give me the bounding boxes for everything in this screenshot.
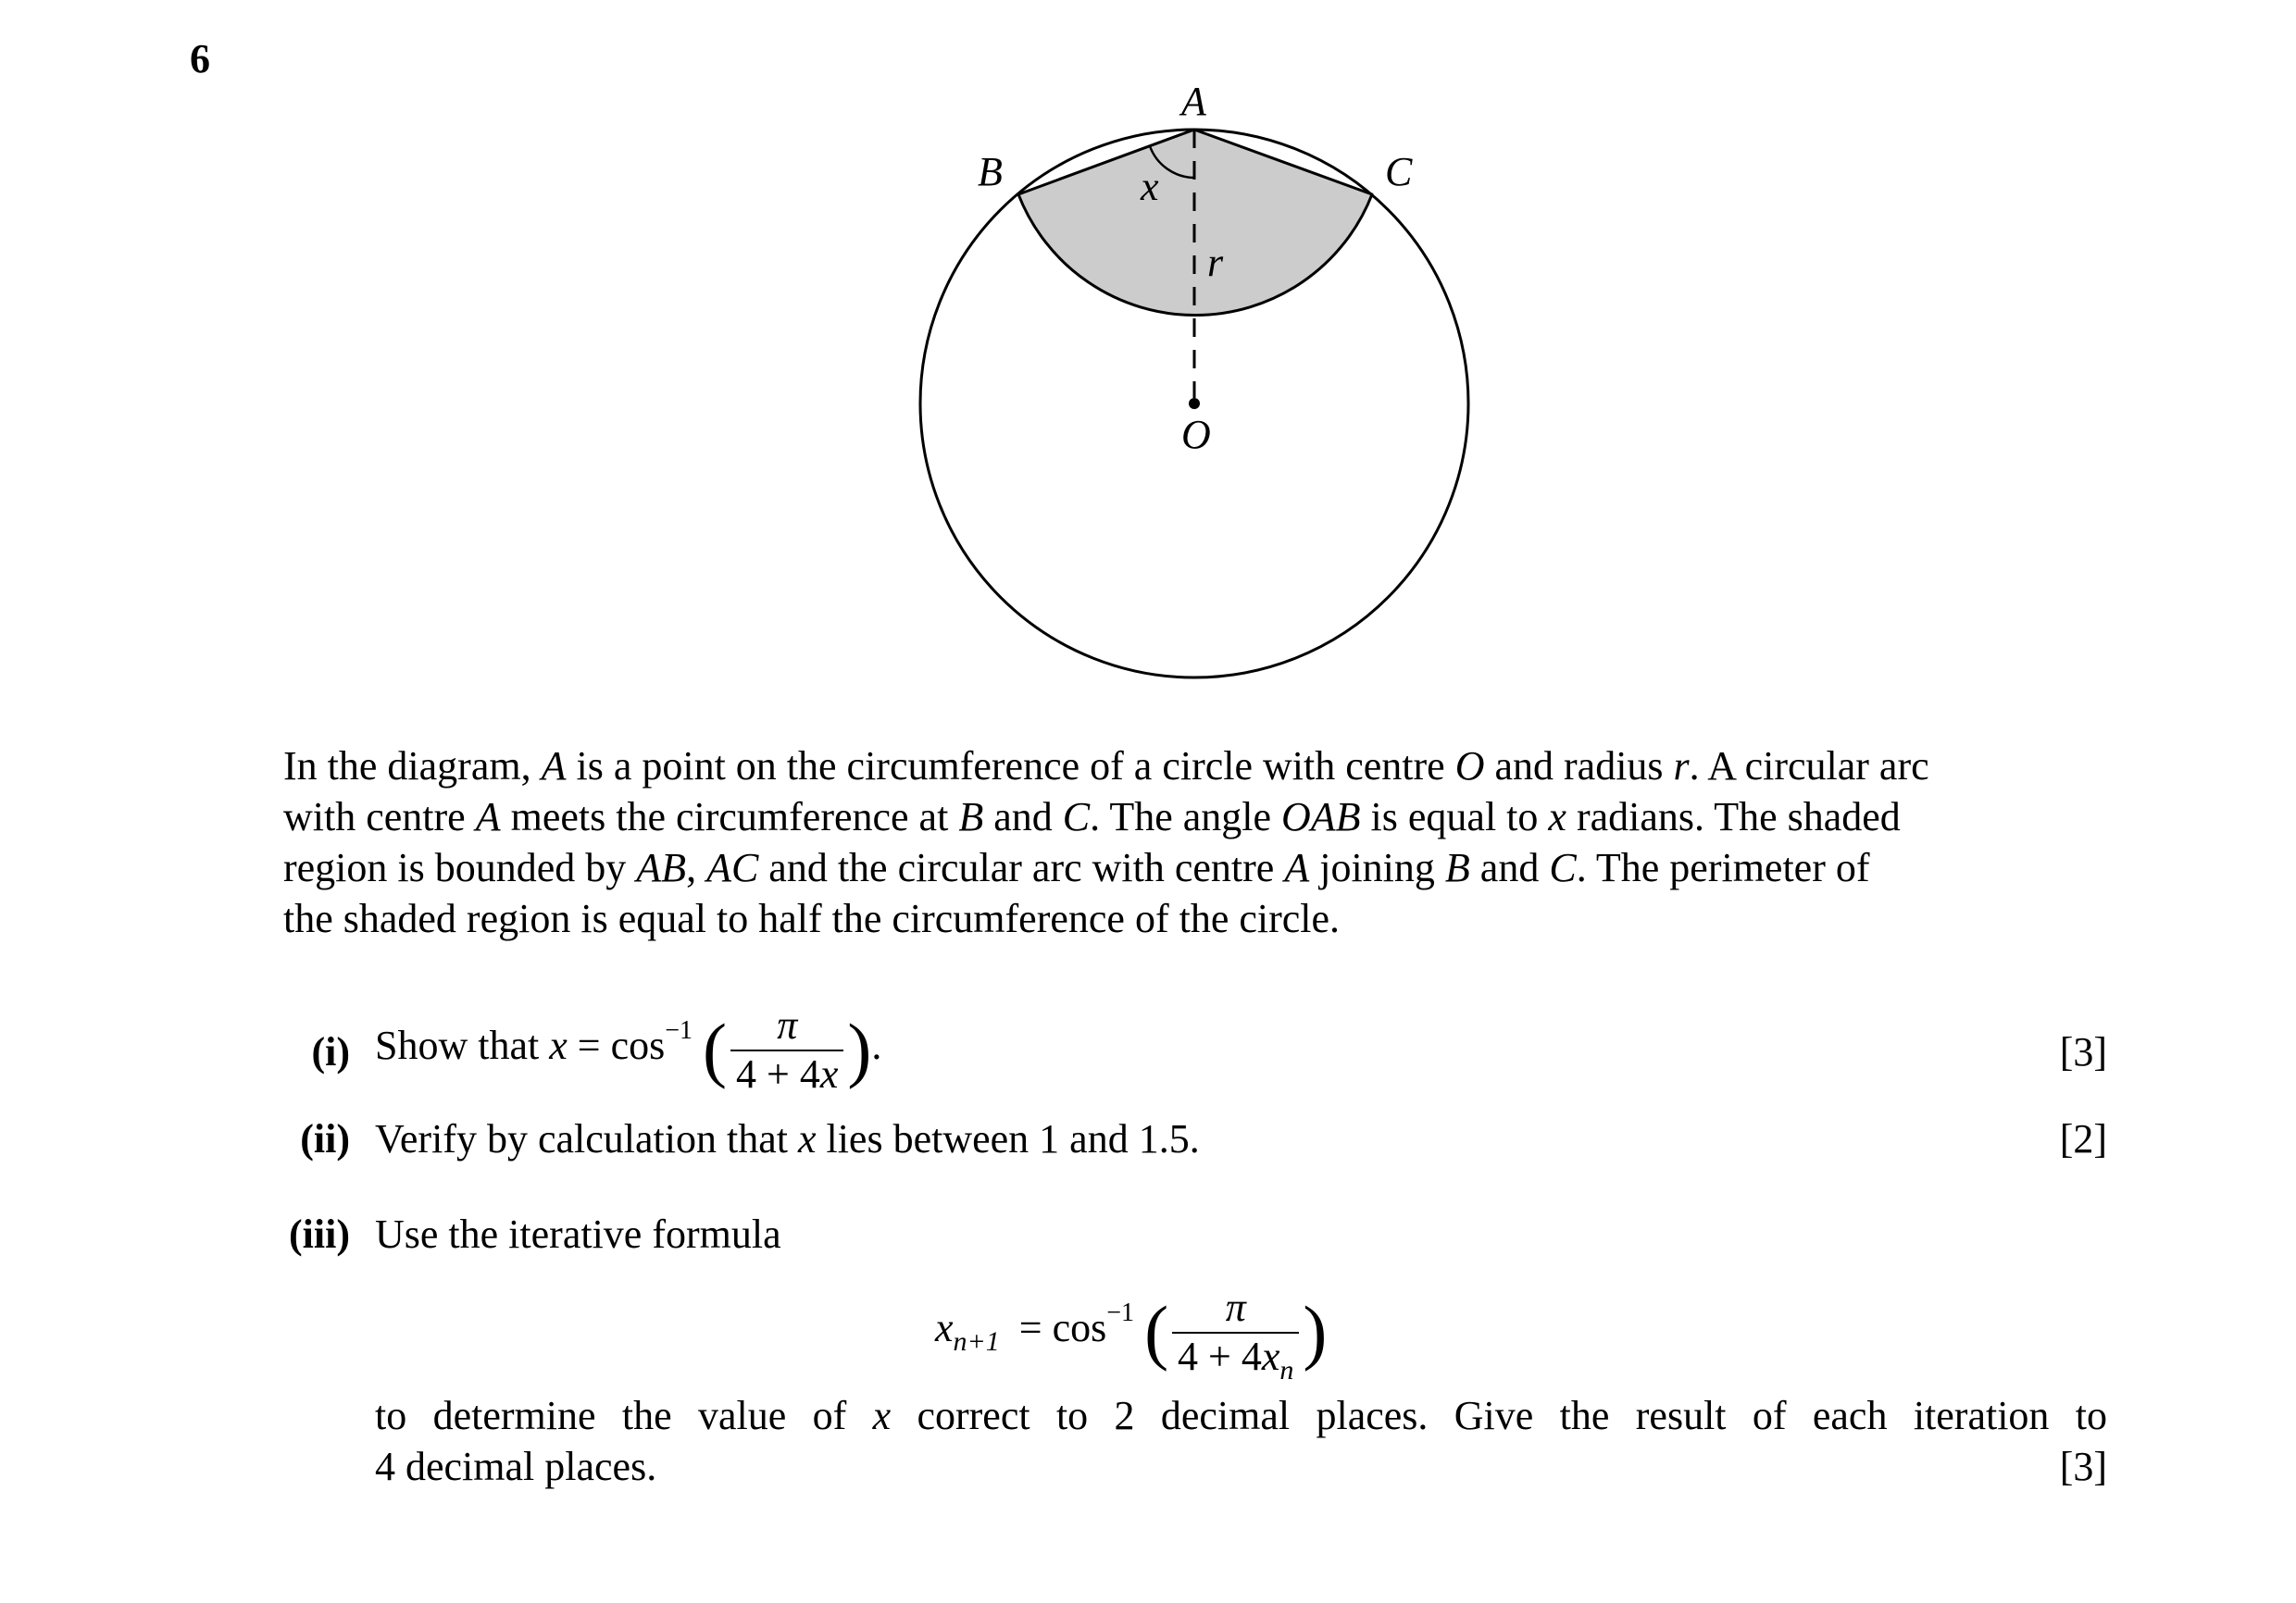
formula-eq: =: [577, 1023, 601, 1068]
centre-point: [1189, 398, 1200, 409]
intro-line: the shaded region is equal to half the circumference of the circle.: [283, 896, 1341, 941]
question-number: 6: [190, 36, 210, 81]
continuation-line: to determine the value of x correct to 2 decimal places. Give the result of each iteration to: [375, 1393, 2107, 1438]
continuation-line: 4 decimal places.: [375, 1444, 657, 1489]
circle-diagram: [889, 74, 1500, 703]
paren-open: (: [1144, 1290, 1169, 1372]
part-label: (ii): [300, 1116, 350, 1162]
label-C: C: [1385, 149, 1413, 194]
formula-sup: −1: [665, 1016, 693, 1045]
fraction-numerator: π: [1225, 1284, 1246, 1330]
paren-close: ): [1303, 1290, 1328, 1372]
formula-sup: −1: [1106, 1299, 1135, 1327]
fraction-denominator: [730, 1050, 843, 1098]
part-i-text: Show that: [375, 1023, 540, 1068]
den-lead: 4 + 4: [1178, 1333, 1262, 1379]
part-ii-text: Verify by calculation that x lies between 1 and 1.5.: [375, 1116, 1200, 1162]
part-i-statement: [375, 990, 881, 1105]
marks: [3]: [2059, 1029, 2107, 1075]
den-var: x: [819, 1050, 839, 1097]
paren-open: (: [703, 1008, 728, 1089]
fraction-denominator: [1172, 1332, 1299, 1386]
part-i: [0, 990, 2296, 1101]
intro-paragraph: [283, 740, 2109, 944]
formula-func: cos: [1052, 1305, 1107, 1350]
part-iii-text: Use the iterative formula: [375, 1212, 781, 1257]
den-lead: 4 + 4: [736, 1050, 820, 1097]
part-iii-last-line: [0, 1441, 2296, 1492]
formula-lhs-sub: n+1: [953, 1325, 1000, 1357]
label-O: O: [1181, 412, 1211, 457]
label-B: B: [978, 149, 1003, 194]
fraction-numerator: π: [777, 1001, 798, 1048]
part-label: (iii): [289, 1212, 350, 1257]
formula-lhs: x: [549, 1023, 568, 1068]
fraction: [1172, 1284, 1299, 1386]
formula-lhs-var: x: [935, 1305, 954, 1350]
part-iii: [0, 1209, 2296, 1260]
intro-line: In the diagram, A is a point on the circumference of a circle with centre O and radius r. A circular arc: [283, 743, 1929, 789]
den-var: x: [1261, 1333, 1280, 1379]
marks: [3]: [2059, 1444, 2107, 1489]
label-r: r: [1207, 240, 1224, 285]
iterative-formula: [935, 1268, 1327, 1388]
intro-line: with centre A meets the circumference at B and C. The angle OAB is equal to x radians. The shaded: [283, 794, 1901, 839]
marks: [2]: [2059, 1116, 2107, 1162]
formula-eq: =: [1018, 1305, 1042, 1350]
part-i-period: .: [871, 1023, 882, 1068]
paren-close: ): [847, 1008, 872, 1089]
label-A: A: [1181, 79, 1206, 124]
fraction: [730, 1001, 843, 1098]
label-x: x: [1141, 164, 1159, 209]
intro-line: region is bounded by AB, AC and the circular arc with centre A joining B and C. The perimeter of: [283, 845, 1870, 890]
part-iii-continuation: [375, 1390, 2107, 1441]
part-label: (i): [311, 1029, 350, 1075]
part-ii: [0, 1113, 2296, 1164]
den-sub: n: [1279, 1354, 1294, 1386]
formula-func: cos: [610, 1023, 666, 1068]
